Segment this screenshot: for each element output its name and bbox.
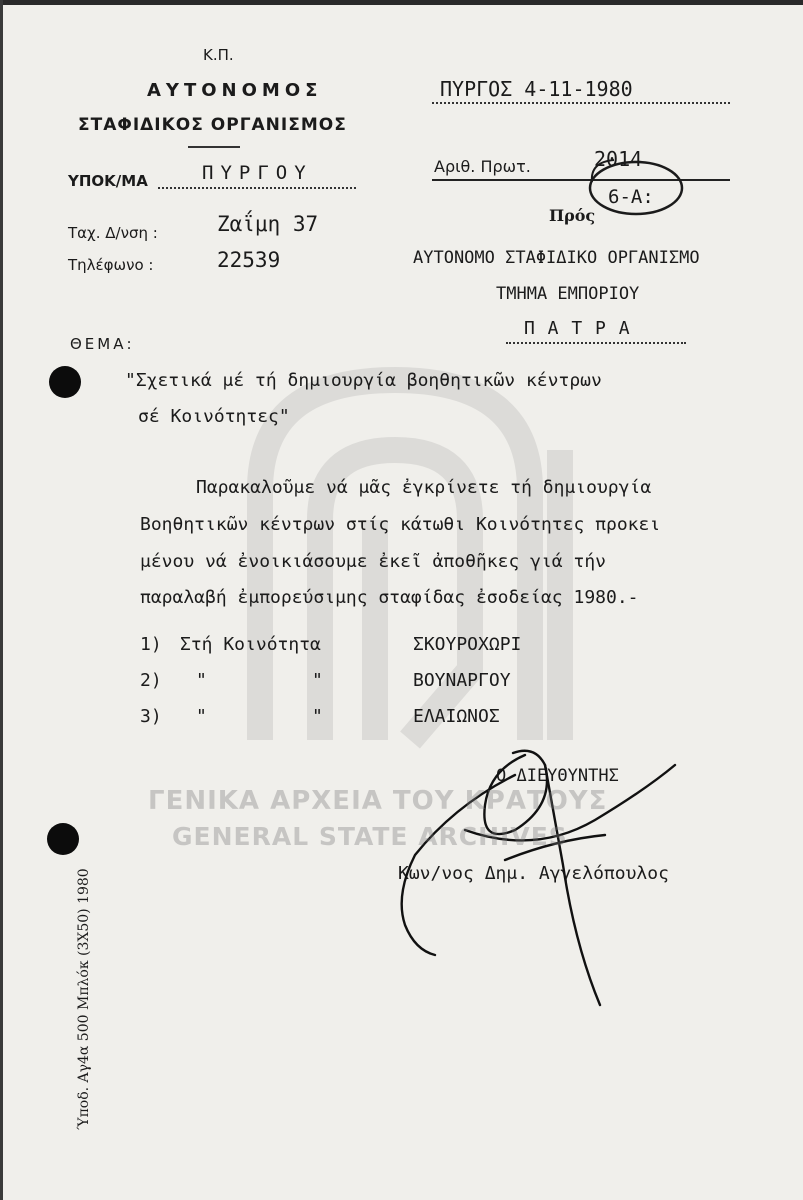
scan-edge-top <box>0 0 803 5</box>
subject-line2: σέ Κοινότητες" <box>138 406 290 427</box>
stamp-number: 6-Α: <box>608 186 654 208</box>
body-line-1: Παρακαλοῦμε νά μᾶς ἐγκρίνετε τή δημιουργία <box>196 477 652 498</box>
punch-hole-top <box>49 366 81 398</box>
punch-hole-bottom <box>47 823 79 855</box>
branch-dotted-line <box>158 187 356 189</box>
list-ditto-2b: " <box>312 670 323 691</box>
org-name-line1: ΑΥΤΟΝΟΜΟΣ <box>147 80 323 101</box>
list-ditto-3b: " <box>312 706 323 727</box>
branch-value: ΠΥΡΓΟΥ <box>202 162 313 184</box>
phone-label: Τηλέφωνο : <box>68 256 154 274</box>
list-number-3: 3) <box>140 706 162 727</box>
branch-label: ΥΠΟΚ/ΜΑ <box>68 172 148 190</box>
margin-printer-note: Ύποδ. Αγ4α 500 Μπλόκ (3Χ50) 1980 <box>76 868 92 1130</box>
list-name-1: ΣΚΟΥΡΟΧΩΡΙ <box>413 634 522 655</box>
header-divider <box>188 146 240 148</box>
list-number-1: 1) <box>140 634 162 655</box>
place-date: ΠΥΡΓΟΣ 4-11-1980 <box>440 77 633 101</box>
date-dotted-line <box>432 102 730 104</box>
recipient-dotted-line <box>506 342 686 344</box>
handwritten-signature <box>395 735 695 1035</box>
phone-value: 22539 <box>217 248 281 272</box>
signatory-title: Ο ΔΙΕΥΘΥΝΤΗΣ <box>496 766 619 786</box>
recipient-pros: Πρός <box>549 206 596 225</box>
kp-initials: Κ.Π. <box>203 46 234 64</box>
signatory-name: Κων/νος Δημ. Αγγελόπουλος <box>398 863 669 884</box>
body-line-3: μένου νά ἐνοικιάσουμε ἐκεῖ ἀποθῆκες γιά τήν <box>140 551 606 572</box>
list-prefix-1: Στή Κοινότητα <box>180 634 321 655</box>
subject-line1: "Σχετικά μέ τή δημιουργία βοηθητικῶν κέντρων <box>125 370 602 391</box>
body-line-2: Βοηθητικῶν κέντρων στίς κάτωθι Κοινότητες προκει <box>140 514 661 535</box>
address-value: Ζαΐμη 37 <box>217 212 319 236</box>
subject-label: ΘΕΜΑ: <box>70 335 135 353</box>
protocol-label: Αριθ. Πρωτ. <box>434 157 531 176</box>
protocol-number: 2014 <box>594 147 643 171</box>
archives-watermark-english: GENERAL STATE ARCHIVES <box>172 822 568 851</box>
list-ditto-3a: " <box>196 706 207 727</box>
body-line-4: παραλαβή ἐμπορεύσιμης σταφίδας ἐσοδείας 1980.- <box>140 587 639 608</box>
recipient-line1: ΑΥΤΟΝΟΜΟ ΣΤΑΦΙΔΙΚΟ ΟΡΓΑΝΙΣΜΟ <box>413 248 700 268</box>
list-name-3: ΕΛΑΙΩΝΟΣ <box>413 706 500 727</box>
archives-watermark-greek: ΓΕΝΙΚΑ ΑΡΧΕΙΑ ΤΟΥ ΚΡΑΤΟΥΣ <box>148 786 608 816</box>
list-name-2: ΒΟΥΝΑΡΓΟΥ <box>413 670 511 691</box>
address-label: Ταχ. Δ/νση : <box>68 224 158 242</box>
list-ditto-2a: " <box>196 670 207 691</box>
recipient-line3: Π Α Τ Ρ Α <box>524 318 631 339</box>
scan-edge-left <box>0 0 3 1200</box>
recipient-line2: ΤΜΗΜΑ ΕΜΠΟΡΙΟΥ <box>496 284 640 304</box>
list-number-2: 2) <box>140 670 162 691</box>
org-name-line2: ΣΤΑΦΙΔΙΚΟΣ ΟΡΓΑΝΙΣΜΟΣ <box>78 115 347 135</box>
